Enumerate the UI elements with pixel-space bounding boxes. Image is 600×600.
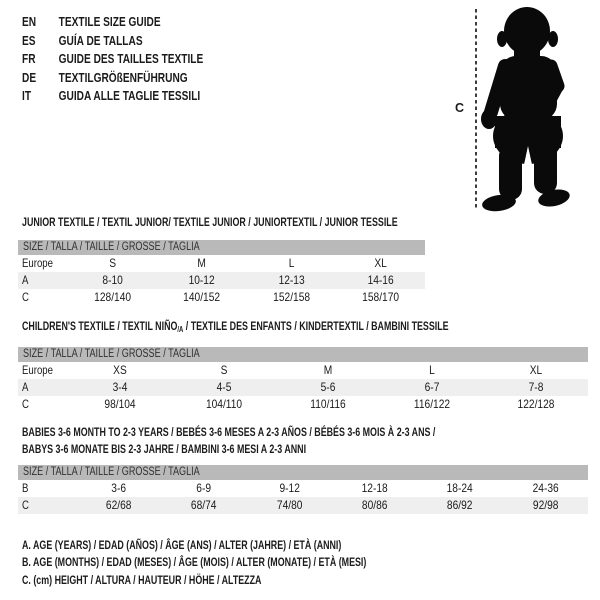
guide-title: GUÍA DE TALLAS: [58, 32, 143, 48]
table-row-europe: [18, 255, 425, 272]
size-cell: M: [197, 256, 207, 270]
title-line: BABYS 3-6 MONATE BIS 2-3 JAHRE / BAMBINI 3-6 MESI A 2-3 ANNI: [22, 442, 307, 456]
size-cell: 6-9: [196, 481, 212, 495]
size-cell: 98/104: [104, 397, 136, 411]
size-cell: M: [323, 363, 333, 377]
row-label: A: [22, 380, 29, 394]
babies-size-table: [18, 465, 588, 514]
size-cell: 24-36: [532, 481, 559, 495]
title-line: BABIES 3-6 MONTH TO 2-3 YEARS / BEBÉS 3-6 MESES A 2-3 AÑOS / BÉBÉS 3-6 MOIS À 2-3 ANS /: [22, 425, 436, 439]
size-cell: 8-10: [102, 273, 123, 287]
guide-title: GUIDA ALLE TAGLIE TESSILI: [58, 88, 201, 104]
table-row-height: [18, 289, 425, 306]
size-cell: 128/140: [94, 290, 132, 304]
size-cell: 140/152: [183, 290, 221, 304]
size-cell: 4-5: [216, 380, 232, 394]
size-cell: 12-13: [278, 273, 305, 287]
size-cell: 14-16: [367, 273, 394, 287]
size-cell: 92/98: [532, 498, 559, 512]
size-cell: 86/92: [447, 498, 473, 512]
size-cell: 158/170: [361, 290, 399, 304]
language-row-it: [22, 87, 203, 106]
guide-title: TEXTILGRÖßENFÜHRUNG: [58, 69, 188, 85]
row-label: C: [22, 290, 29, 304]
language-row-fr: [22, 50, 203, 69]
language-code: IT: [22, 88, 32, 104]
row-label: B: [22, 481, 29, 495]
guide-title: GUIDE DES TAILLES TEXTILE: [58, 51, 204, 67]
language-code: DE: [22, 69, 37, 85]
language-code: ES: [22, 32, 36, 48]
language-code: FR: [22, 51, 36, 67]
children-section-title: [22, 319, 449, 337]
size-cell: 3-4: [112, 380, 128, 394]
guide-title: TEXTILE SIZE GUIDE: [58, 14, 161, 29]
row-label: C: [22, 498, 29, 512]
row-label: C: [22, 397, 29, 411]
table-row-age-months: [18, 480, 588, 497]
footnote-legend: [22, 537, 487, 589]
table-row-europe: [18, 362, 588, 379]
size-header-band: SIZE / TALLA / TAILLE / GRÖSSE / TAGLIA: [18, 347, 588, 362]
row-label: A: [22, 273, 29, 287]
title-subscript: /A: [177, 325, 184, 334]
row-label: Europe: [22, 363, 53, 377]
size-cell: 3-6: [111, 481, 127, 495]
size-cell: 9-12: [279, 481, 300, 495]
table-row-age: [18, 272, 425, 289]
footnote-a: A. AGE (YEARS) / EDAD (AÑOS) / ÂGE (ANS) / ALTER (JAHRE) / ETÀ (ANNI): [22, 538, 342, 552]
size-cell: 6-7: [424, 380, 440, 394]
size-cell: 10-12: [188, 273, 215, 287]
size-cell: L: [288, 256, 294, 270]
size-cell: 7-8: [528, 380, 544, 394]
title-text: CHILDREN'S TEXTILE / TEXTIL NIÑO: [22, 319, 178, 333]
size-header-band: SIZE / TALLA / TAILLE / GRÖSSE / TAGLIA: [18, 465, 588, 480]
size-cell: XL: [374, 256, 387, 270]
size-header-band: SIZE / TALLA / TAILLE / GRÖSSE / TAGLIA: [18, 240, 425, 255]
size-cell: L: [429, 363, 435, 377]
size-cell: 74/80: [276, 498, 303, 512]
title-text: / TEXTILE DES ENFANTS / KINDERTEXTIL / BAMBINI TESSILE: [183, 319, 449, 333]
table-row-height: [18, 497, 588, 514]
size-cell: XS: [113, 363, 127, 377]
size-cell: 68/74: [191, 498, 217, 512]
table-row-age: [18, 379, 588, 396]
footnote-b: B. AGE (MONTHS) / EDAD (MESES) / ÂGE (MOIS) / ALTER (MONATE) / ETÀ (MESI): [22, 555, 367, 570]
language-row-en: [22, 13, 203, 32]
table-row-height: [18, 396, 588, 413]
row-label: Europe: [22, 256, 53, 270]
size-cell: 5-6: [320, 380, 336, 394]
footnote-c: C. (cm) HEIGHT / ALTURA / HAUTEUR / HÖHE / ALTEZZA: [22, 572, 262, 587]
language-title-list: [22, 13, 254, 106]
language-code: EN: [22, 14, 37, 29]
language-row-de: [22, 69, 203, 88]
toddler-silhouette-icon: [470, 0, 600, 215]
size-cell: S: [109, 256, 117, 270]
size-cell: 110/116: [310, 397, 346, 411]
language-row-es: [22, 32, 203, 51]
size-cell: 18-24: [446, 481, 474, 495]
junior-section-title: JUNIOR TEXTILE / TEXTIL JUNIOR/ TEXTILE JUNIOR / JUNIORTEXTIL / JUNIOR TESSILE: [22, 215, 398, 229]
children-size-table: [18, 347, 588, 413]
measure-label-c: C: [455, 101, 465, 115]
size-cell: 104/110: [205, 397, 243, 411]
size-cell: 116/122: [413, 397, 451, 411]
size-cell: 152/158: [272, 290, 310, 304]
size-cell: S: [220, 363, 228, 377]
size-cell: 12-18: [361, 481, 388, 495]
size-cell: XL: [529, 363, 543, 377]
size-cell: 122/128: [517, 397, 555, 411]
junior-size-table: [18, 240, 425, 306]
babies-section-title: [22, 424, 435, 458]
size-cell: 62/68: [105, 498, 132, 512]
size-cell: 80/86: [361, 498, 388, 512]
